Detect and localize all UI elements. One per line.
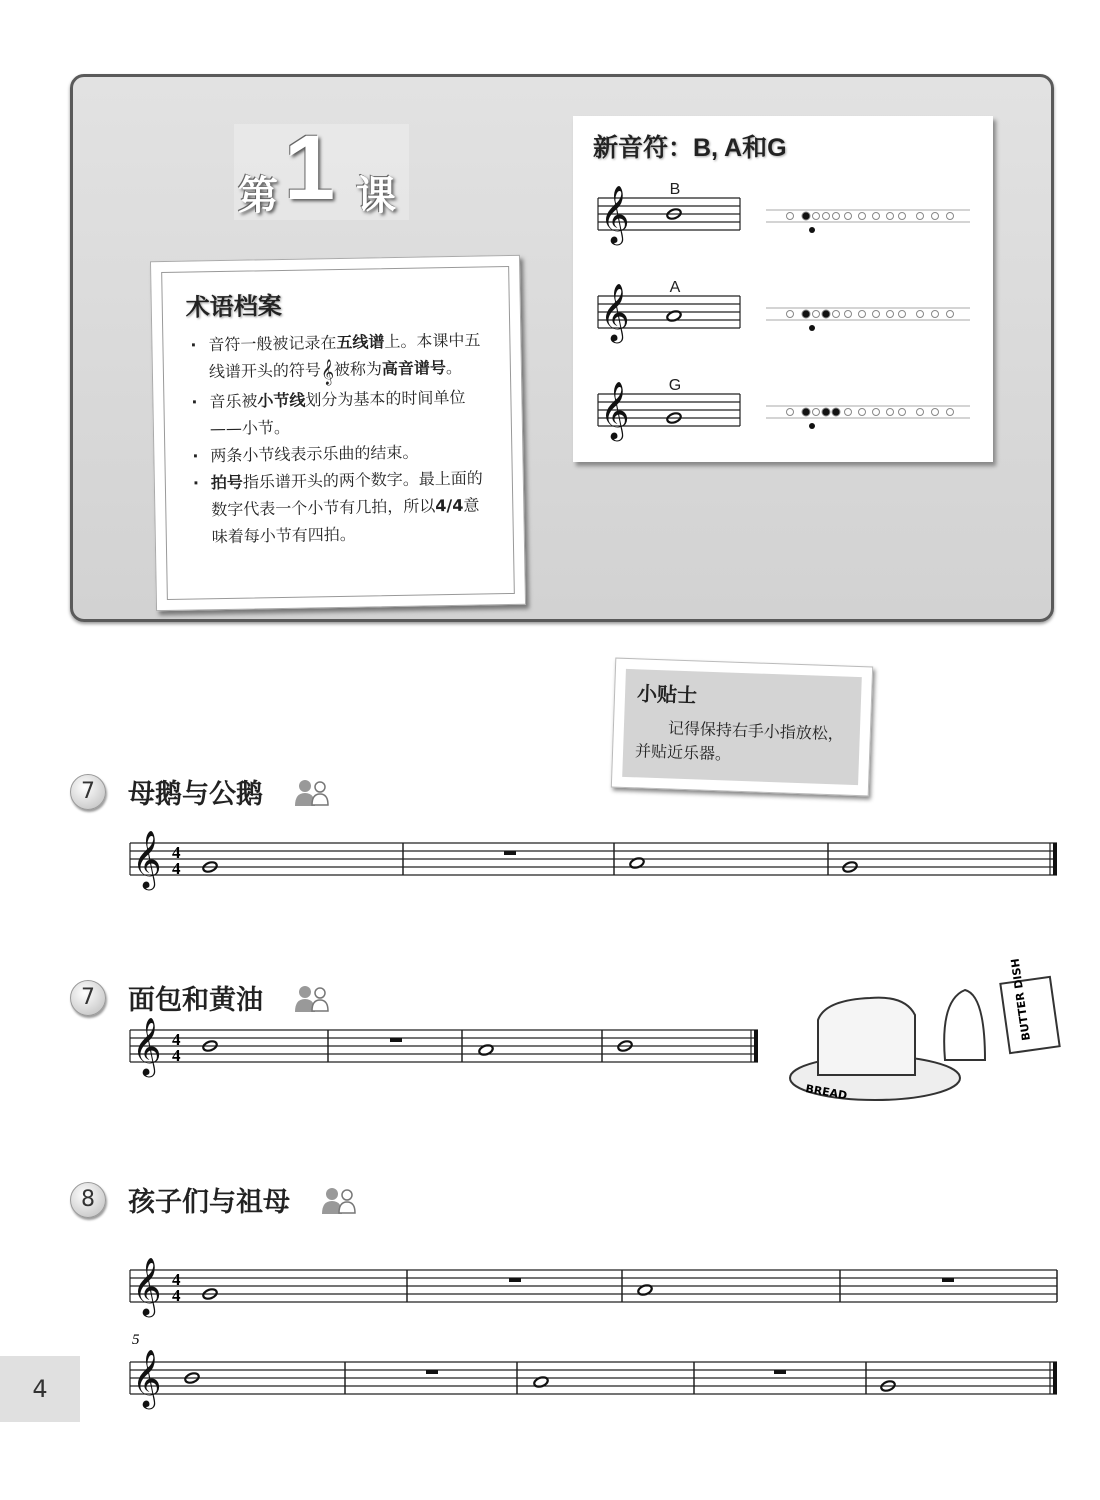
key-open <box>873 409 880 416</box>
glossary-text: 音符一般被记录在 <box>208 333 337 355</box>
song-title: 孩子们与祖母 <box>128 1187 290 1218</box>
song-number: 7 <box>70 774 106 810</box>
glossary-text: 划分为基本的时间单位——小节。 <box>209 387 466 439</box>
time-signature-top: 4 <box>172 1030 181 1049</box>
key-open <box>813 409 820 416</box>
note-label: B <box>669 181 681 198</box>
key-closed <box>832 408 840 416</box>
final-bar-thick <box>1053 843 1057 875</box>
treble-clef: 𝄞 <box>600 283 630 341</box>
song-number: 7 <box>70 980 106 1016</box>
key-open <box>932 311 939 318</box>
key-open <box>917 409 924 416</box>
key-open <box>932 409 939 416</box>
thumb-key <box>809 423 815 429</box>
glossary-term: 高音谱号 <box>381 358 447 379</box>
treble-clef: 𝄞 <box>132 1349 162 1407</box>
time-signature-icon: 4/4 <box>435 495 464 516</box>
treble-clef-icon: 𝄞 <box>320 360 335 386</box>
key-open <box>947 213 954 220</box>
whole-rest <box>390 1038 402 1042</box>
whole-rest <box>509 1278 521 1282</box>
butter-dish <box>1000 977 1059 1053</box>
note-label: G <box>668 377 682 394</box>
glossary-text: 音乐被 <box>209 391 258 412</box>
song-number: 8 <box>70 1182 106 1218</box>
whole-rest <box>774 1370 786 1374</box>
key-open <box>947 409 954 416</box>
thumb-key <box>809 227 815 233</box>
glossary-text: 意味着每小节有四拍。 <box>211 495 480 547</box>
bread-loaf <box>818 998 915 1075</box>
key-open <box>859 409 866 416</box>
key-open <box>947 311 954 318</box>
key-closed <box>802 212 810 220</box>
key-open <box>845 311 852 318</box>
key-open <box>887 311 894 318</box>
key-open <box>787 311 794 318</box>
key-closed <box>802 310 810 318</box>
key-closed <box>822 310 830 318</box>
song-title: 面包和黄油 <box>128 985 263 1016</box>
key-open <box>932 213 939 220</box>
butter-knife <box>944 990 985 1060</box>
whole-rest <box>426 1370 438 1374</box>
key-open <box>845 409 852 416</box>
key-open <box>813 213 820 220</box>
treble-clef: 𝄞 <box>600 185 630 243</box>
key-open <box>833 311 840 318</box>
key-open <box>823 213 830 220</box>
key-closed <box>822 408 830 416</box>
key-open <box>899 409 906 416</box>
glossary-text: 上。本课中五线谱开头的符号 <box>208 330 481 382</box>
glossary-term: 拍号 <box>210 472 244 493</box>
treble-clef: 𝄞 <box>132 1017 162 1075</box>
tip-text: 记得保持右手小指放松，并贴近乐器。 <box>634 718 845 764</box>
glossary-text: 两条小节线表示乐曲的结束。 <box>210 442 419 466</box>
measure-number: 5 <box>132 1332 140 1348</box>
key-open <box>813 311 820 318</box>
key-closed <box>802 408 810 416</box>
treble-clef: 𝄞 <box>132 1257 162 1315</box>
glossary-term: 五线谱 <box>336 332 385 353</box>
time-signature-top: 4 <box>172 1270 181 1289</box>
final-bar-thick <box>1053 1362 1057 1394</box>
key-open <box>899 213 906 220</box>
key-open <box>873 213 880 220</box>
thumb-key <box>809 325 815 331</box>
key-open <box>873 311 880 318</box>
plate-label: BREAD <box>804 1082 849 1103</box>
key-open <box>845 213 852 220</box>
whole-rest <box>504 851 516 855</box>
key-open <box>887 409 894 416</box>
glossary-title: 术语档案 <box>185 291 283 322</box>
glossary-text: 指乐谱开头的两个数字。最上面的数字代表一个小节有几拍，所以 <box>211 468 484 520</box>
treble-clef: 𝄞 <box>132 830 162 888</box>
key-open <box>833 213 840 220</box>
key-open <box>887 213 894 220</box>
glossary-text: 被称为 <box>333 359 383 380</box>
key-open <box>859 213 866 220</box>
treble-clef: 𝄞 <box>600 381 630 439</box>
lesson-prefix: 第 <box>238 173 278 219</box>
glossary-text: 。 <box>445 357 463 378</box>
time-signature-bottom: 4 <box>172 1046 181 1065</box>
key-open <box>917 311 924 318</box>
page-number: 4 <box>0 1356 80 1422</box>
key-open <box>859 311 866 318</box>
key-open <box>917 213 924 220</box>
tip-title: 小贴士 <box>636 681 698 708</box>
new-notes-title: 新音符：B, A和G <box>593 134 787 162</box>
key-open <box>787 213 794 220</box>
note-label: A <box>669 279 681 296</box>
whole-rest <box>942 1278 954 1282</box>
key-open <box>899 311 906 318</box>
song-title: 母鹅与公鹅 <box>128 779 263 810</box>
key-open <box>787 409 794 416</box>
glossary-term: 小节线 <box>257 390 306 411</box>
butter-dish-label: BUTTER DISH <box>1008 957 1033 1042</box>
time-signature-top: 4 <box>172 843 181 862</box>
time-signature-bottom: 4 <box>172 859 181 878</box>
time-signature-bottom: 4 <box>172 1286 181 1305</box>
lesson-number: 1 <box>284 117 336 219</box>
lesson-suffix: 课 <box>356 173 396 219</box>
final-bar-thick <box>754 1030 758 1062</box>
